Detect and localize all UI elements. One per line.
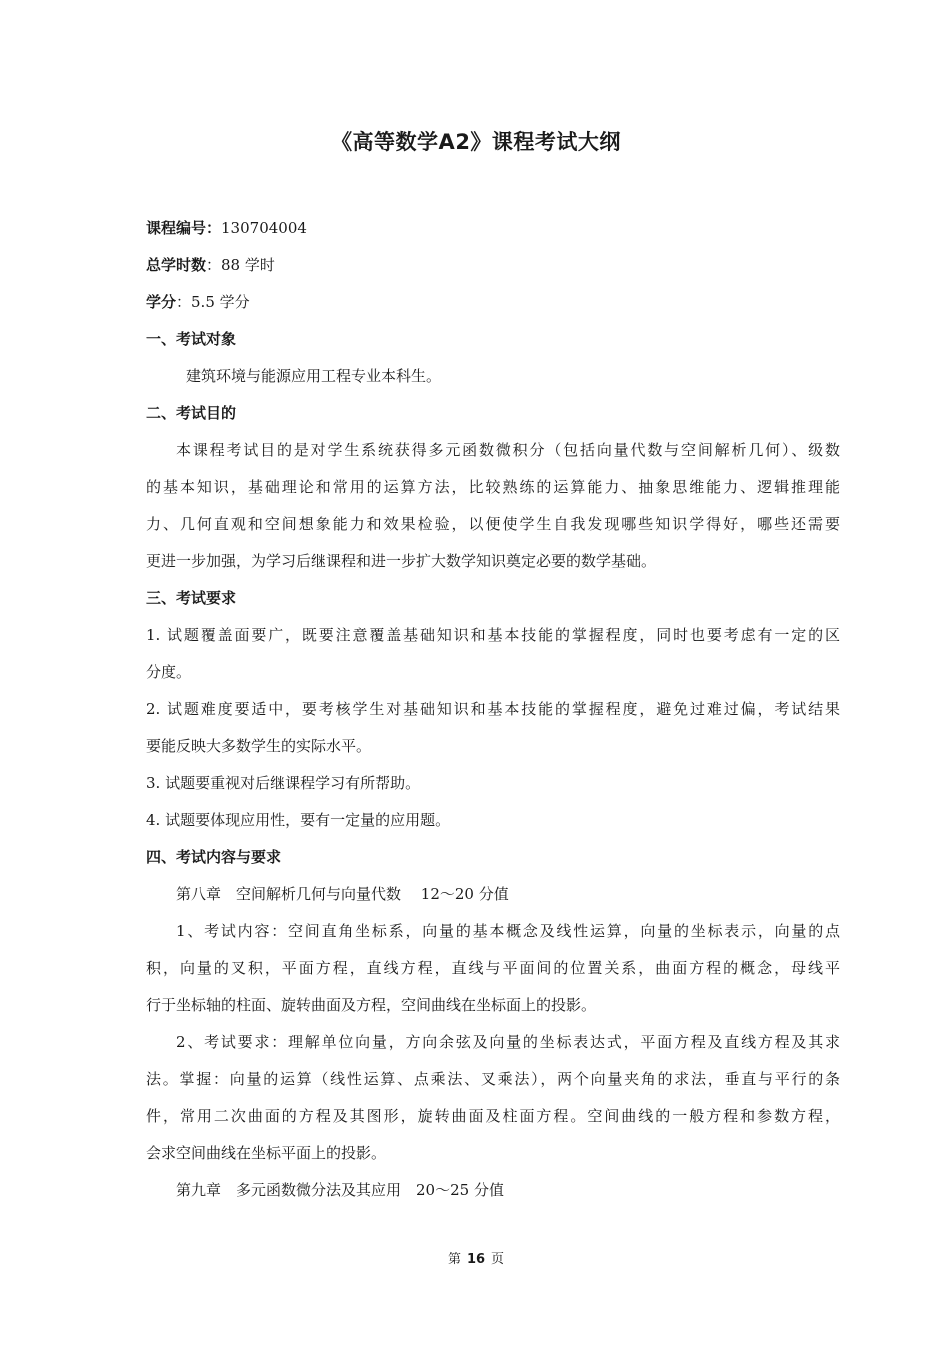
section-heading-exam-purpose: 二、考试目的 [146, 404, 237, 422]
requirement-line: 要能反映大多数学生的实际水平。 [146, 737, 372, 755]
section-heading-exam-target: 一、考试对象 [146, 330, 237, 348]
total-hours-label: 总学时数 [146, 256, 207, 274]
chapter-8-requirement-line: 会求空间曲线在坐标平面上的投影。 [146, 1144, 387, 1162]
course-code-line [146, 210, 840, 247]
total-hours-line [146, 247, 840, 284]
total-hours-value: ：88 学时 [206, 256, 275, 274]
requirement-line: 1. 试题覆盖面要广，既要注意覆盖基础知识和基本技能的掌握程度，同时也要考虑有一定的区 [146, 626, 840, 644]
chapter-8-title: 第八章 空间解析几何与向量代数 12～20 分值 [176, 885, 509, 903]
requirement-line: 2. 试题难度要适中，要考核学生对基础知识和基本技能的掌握程度，避免过难过偏，考试结果 [146, 700, 840, 718]
chapter-8-requirement-line: 法。掌握：向量的运算（线性运算、点乘法、叉乘法），两个向量夹角的求法，垂直与平行的条 [146, 1070, 840, 1088]
section-heading-exam-requirements: 三、考试要求 [146, 589, 237, 607]
requirement-line: 3. 试题要重视对后继课程学习有所帮助。 [146, 774, 421, 792]
exam-purpose-line: 本课程考试目的是对学生系统获得多元函数微积分（包括向量代数与空间解析几何）、级数 [176, 441, 840, 459]
chapter-8-requirement-line: 件，常用二次曲面的方程及其图形，旋转曲面及柱面方程。空间曲线的一般方程和参数方程， [146, 1107, 840, 1125]
course-code-label: 课程编号： [146, 219, 222, 237]
exam-purpose-line: 更进一步加强，为学习后继课程和进一步扩大数学知识奠定必要的数学基础。 [146, 552, 657, 570]
page-number: 16 [466, 1252, 486, 1267]
section-heading-exam-content: 四、考试内容与要求 [146, 848, 282, 866]
page-footer [0, 1248, 952, 1267]
credits-value: ：5.5 学分 [176, 293, 250, 311]
page-title: 《高等数学A2》课程考试大纲 [331, 130, 621, 154]
page-number-prefix: 第 [447, 1252, 461, 1267]
course-code-value: 130704004 [221, 219, 307, 237]
credits-line [146, 284, 840, 321]
page-number-suffix: 页 [491, 1252, 505, 1267]
chapter-9-title: 第九章 多元函数微分法及其应用 20～25 分值 [176, 1181, 504, 1199]
document-body [146, 210, 840, 1209]
chapter-8-content-line: 积，向量的叉积，平面方程，直线方程，直线与平面间的位置关系，曲面方程的概念，母线平 [146, 959, 840, 977]
requirement-line: 4. 试题要体现应用性，要有一定量的应用题。 [146, 811, 451, 829]
chapter-8-content-line: 行于坐标轴的柱面、旋转曲面及方程，空间曲线在坐标面上的投影。 [146, 996, 597, 1014]
chapter-8-content-line: 1、考试内容：空间直角坐标系，向量的基本概念及线性运算，向量的坐标表示，向量的点 [176, 922, 840, 940]
requirement-line: 分度。 [146, 663, 192, 681]
exam-purpose-line: 的基本知识，基础理论和常用的运算方法，比较熟练的运算能力、抽象思维能力、逻辑推理能 [146, 478, 840, 496]
chapter-8-requirement-line: 2、考试要求：理解单位向量，方向余弦及向量的坐标表达式，平面方程及直线方程及其求 [176, 1033, 840, 1051]
exam-target-text: 建筑环境与能源应用工程专业本科生。 [186, 367, 442, 385]
credits-label: 学分 [146, 293, 177, 311]
exam-purpose-line: 力、几何直观和空间想象能力和效果检验，以便使学生自我发现哪些知识学得好，哪些还需要 [146, 515, 840, 533]
